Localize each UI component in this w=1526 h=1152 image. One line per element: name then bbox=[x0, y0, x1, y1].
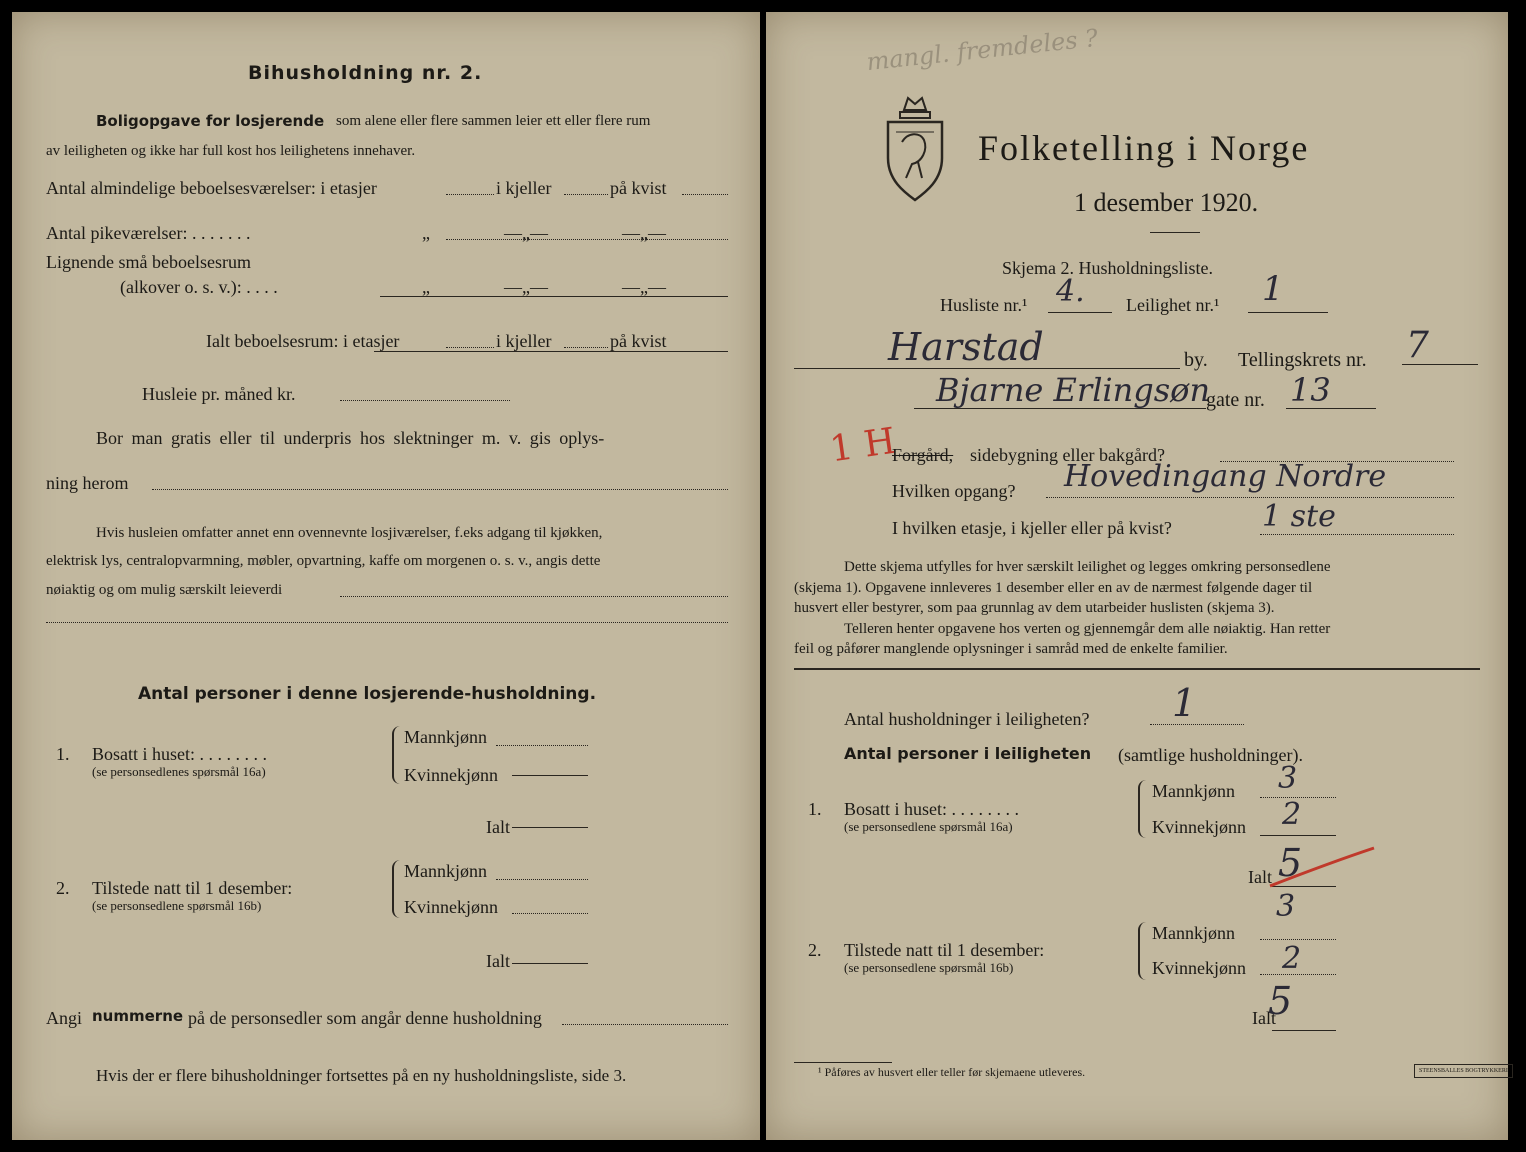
bor-field[interactable] bbox=[152, 489, 728, 490]
r-q2-mann-label: Mannkjønn bbox=[1152, 923, 1235, 943]
ialt-kjeller-field[interactable] bbox=[564, 347, 608, 348]
forgard-strike: Forgård, bbox=[892, 445, 954, 465]
r-q1-kvinne-value: 2 bbox=[1282, 797, 1302, 832]
antal-hush-field[interactable] bbox=[1150, 724, 1244, 725]
q1-num: 1. bbox=[56, 744, 70, 764]
q2-kvinne-field[interactable] bbox=[512, 913, 588, 914]
r-q1-num: 1. bbox=[808, 799, 822, 819]
instr-4: Telleren henter opgavene hos verten og gjennemgår dem alle nøiaktig. Han retter bbox=[844, 621, 1331, 637]
antal-pers-rest: (samtlige husholdninger). bbox=[1118, 745, 1303, 765]
q2-ialt-field[interactable] bbox=[512, 963, 588, 964]
r-q1-kvinne-label: Kvinnekjønn bbox=[1152, 817, 1246, 837]
printer-stamp: STEENSBALLES BOGTRYKKERI bbox=[1414, 1064, 1513, 1078]
tellingskrets-field[interactable] bbox=[1402, 364, 1478, 365]
row3-field[interactable] bbox=[380, 296, 728, 297]
r-q2-ialt-value: 5 bbox=[1268, 979, 1293, 1023]
row2-ditto-2: —„— bbox=[504, 223, 548, 243]
r-q1-ialt-value: 5 bbox=[1278, 841, 1303, 885]
row3-label-1: Lignende små beboelsesrum bbox=[46, 252, 251, 272]
r-q2-kvinne-value: 2 bbox=[1282, 941, 1302, 976]
q2-mann-field[interactable] bbox=[496, 879, 588, 880]
leilighet-label: Leilighet nr.¹ bbox=[1126, 295, 1220, 315]
q2-kvinne-label: Kvinnekjønn bbox=[404, 897, 498, 917]
antal-pers-bold: Antal personer i leiligheten bbox=[844, 744, 1092, 763]
city-field[interactable] bbox=[794, 368, 1180, 369]
r-q2-num: 2. bbox=[808, 940, 822, 960]
r-q2-mann-field[interactable] bbox=[1260, 939, 1336, 940]
intro-text-2: av leiligheten og ikke har full kost hos leilighetens innehaver. bbox=[46, 143, 416, 159]
coat-of-arms-icon bbox=[882, 92, 948, 202]
r-q2-sub: (se personsedlene spørsmål 16b) bbox=[844, 960, 1014, 975]
row3-ditto-2: —„— bbox=[504, 277, 548, 297]
row3-label-2: (alkover o. s. v.): . . . . bbox=[120, 277, 278, 297]
q2-ialt-label: Ialt bbox=[486, 951, 510, 971]
r-q1-label: Bosatt i huset: . . . . . . . . bbox=[844, 799, 1019, 819]
hvis-text-1: Hvis husleien omfatter annet enn ovennevnte losjiværelser, f.eks adgang til kjøkken, bbox=[96, 525, 603, 541]
right-title: Folketelling i Norge bbox=[978, 128, 1310, 168]
instr-1: Dette skjema utfylles for hver særskilt leilighet og legges omkring personsedlene bbox=[844, 559, 1331, 575]
husliste-value: 4. bbox=[1056, 274, 1085, 309]
ialt-underline bbox=[374, 351, 728, 352]
husleie-field[interactable] bbox=[340, 400, 510, 401]
ialt-kjeller: i kjeller bbox=[496, 331, 552, 351]
right-date: 1 desember 1920. bbox=[1074, 188, 1259, 217]
forgard-rest: sidebygning eller bakgård? bbox=[970, 445, 1165, 465]
intro-bold: Boligopgave for losjerende bbox=[96, 112, 325, 130]
instr-rule bbox=[794, 668, 1480, 670]
r-q2-label: Tilstede natt til 1 desember: bbox=[844, 940, 1045, 960]
instr-3: husvert eller bestyrer, som paa grunnlag av dem utarbeider huslisten (skjema 3). bbox=[794, 600, 1275, 616]
r-q1-mann-value: 3 bbox=[1278, 761, 1298, 796]
skjema-label: Skjema 2. Husholdningsliste. bbox=[1002, 258, 1213, 278]
row1-etasjer-field[interactable] bbox=[446, 194, 494, 195]
q2-mann-label: Mannkjønn bbox=[404, 861, 487, 881]
footnote: ¹ Påføres av husvert eller teller før skjemaene utleveres. bbox=[818, 1065, 1086, 1079]
row1-label: Antal almindelige beboelsesværelser: i etasjer bbox=[46, 178, 377, 198]
opgang-label: Hvilken opgang? bbox=[892, 481, 1016, 501]
street-field[interactable] bbox=[914, 408, 1206, 409]
bor-text-1: Bor man gratis eller til underpris hos slektninger m. v. gis oplys- bbox=[96, 428, 605, 448]
r-q2-brace bbox=[1138, 922, 1146, 980]
instr-2: (skjema 1). Opgavene innleveres 1 desember eller en av de nærmest følgende dager til bbox=[794, 580, 1313, 596]
r-q1-sub: (se personsedlene spørsmål 16a) bbox=[844, 819, 1013, 834]
r-q1-kvinne-field[interactable] bbox=[1260, 835, 1336, 836]
footnote-rule bbox=[794, 1062, 892, 1063]
q1-ialt-field[interactable] bbox=[512, 827, 588, 828]
row1-kvist: på kvist bbox=[610, 178, 667, 198]
by-label: by. bbox=[1184, 349, 1208, 371]
left-footer: Hvis der er flere bihusholdninger fortsettes på en ny husholdningsliste, side 3. bbox=[96, 1066, 627, 1085]
ialt-row-label: Ialt beboelsesrum: i etasjer bbox=[206, 331, 400, 351]
row2-field[interactable] bbox=[446, 239, 728, 240]
bor-text-2: ning herom bbox=[46, 473, 129, 493]
street-value: Bjarne Erlingsøn bbox=[936, 371, 1211, 409]
q2-sub: (se personsedlene spørsmål 16b) bbox=[92, 898, 262, 913]
etasje-field[interactable] bbox=[1260, 534, 1454, 535]
row1-kjeller: i kjeller bbox=[496, 178, 552, 198]
title-rule bbox=[1150, 232, 1200, 233]
row2-ditto: „ bbox=[422, 223, 430, 243]
q2-label: Tilstede natt til 1 desember: bbox=[92, 878, 293, 898]
tellingskrets-label: Tellingskrets nr. bbox=[1238, 349, 1367, 371]
antal-hush-label: Antal husholdninger i leiligheten? bbox=[844, 709, 1090, 729]
q2-num: 2. bbox=[56, 878, 70, 898]
top-scribble: mangl. fremdeles ? bbox=[865, 23, 1100, 77]
antal-heading: Antal personer i denne losjerende-husholdning. bbox=[138, 684, 597, 704]
angi-bold: nummerne bbox=[92, 1007, 184, 1025]
r-q1-brace bbox=[1138, 780, 1146, 838]
etasje-label: I hvilken etasje, i kjeller eller på kvist? bbox=[892, 518, 1172, 538]
r-q2-ialt-field[interactable] bbox=[1272, 1030, 1336, 1031]
row3-ditto-3: —„— bbox=[622, 277, 666, 297]
row2-label: Antal pikeværelser: . . . . . . . bbox=[46, 223, 251, 243]
city-value: Harstad bbox=[888, 325, 1044, 369]
leieverdi-field-2[interactable] bbox=[46, 622, 728, 623]
leilighet-value: 1 bbox=[1262, 269, 1284, 309]
antal-hush-value: 1 bbox=[1172, 681, 1197, 725]
q1-sub: (se personsedlenes spørsmål 16a) bbox=[92, 764, 266, 779]
etasje-value: 1 ste bbox=[1262, 499, 1336, 534]
hvis-text-2: elektrisk lys, centralopvarmning, møbler, opvartning, kaffe om morgenen o. s. v., angis dette bbox=[46, 553, 601, 569]
tellingskrets-value: 7 bbox=[1406, 325, 1429, 366]
q1-kvinne-field[interactable] bbox=[512, 775, 588, 776]
instr-5: feil og påfører manglende oplysninger i samråd med de enkelte familier. bbox=[794, 641, 1228, 657]
husleie-label: Husleie pr. måned kr. bbox=[142, 384, 296, 404]
row2-ditto-3: —„— bbox=[622, 223, 666, 243]
r-q2-mann-value: 3 bbox=[1276, 889, 1296, 924]
q1-kvinne-label: Kvinnekjønn bbox=[404, 765, 498, 785]
q1-mann-label: Mannkjønn bbox=[404, 727, 487, 747]
q2-brace bbox=[392, 860, 400, 918]
gate-field[interactable] bbox=[1286, 408, 1376, 409]
intro-text-1: som alene eller flere sammen leier ett eller flere rum bbox=[336, 113, 651, 129]
ialt-kvist: på kvist bbox=[610, 331, 667, 351]
hvis-text-3: nøiaktig og om mulig særskilt leieverdi bbox=[46, 582, 283, 598]
r-q2-ialt-label: Ialt bbox=[1252, 1008, 1276, 1028]
q1-label: Bosatt i huset: . . . . . . . . bbox=[92, 744, 267, 764]
gate-label: gate nr. bbox=[1206, 389, 1265, 411]
husliste-field[interactable] bbox=[1048, 312, 1112, 313]
leieverdi-field[interactable] bbox=[340, 596, 728, 597]
left-page bbox=[12, 12, 760, 1140]
row1-kvist-field[interactable] bbox=[682, 194, 728, 195]
angi-text-2: på de personsedler som angår denne husholdning bbox=[188, 1008, 542, 1028]
ialt-etasjer-field[interactable] bbox=[446, 347, 494, 348]
r-q1-ialt-label: Ialt bbox=[1248, 867, 1272, 887]
r-q2-kvinne-label: Kvinnekjønn bbox=[1152, 958, 1246, 978]
q1-brace bbox=[392, 726, 400, 784]
opgang-field[interactable] bbox=[1046, 497, 1454, 498]
q1-ialt-label: Ialt bbox=[486, 817, 510, 837]
left-title: Bihusholdning nr. 2. bbox=[248, 62, 483, 84]
r-q2-kvinne-field[interactable] bbox=[1260, 974, 1336, 975]
husliste-label: Husliste nr.¹ bbox=[940, 295, 1028, 315]
row3-ditto: „ bbox=[422, 277, 430, 297]
leilighet-field[interactable] bbox=[1248, 312, 1328, 313]
right-page bbox=[766, 12, 1508, 1140]
gate-value: 13 bbox=[1290, 371, 1331, 409]
red-mark: 1 H bbox=[827, 420, 899, 471]
r-q1-mann-label: Mannkjønn bbox=[1152, 781, 1235, 801]
row1-kjeller-field[interactable] bbox=[564, 194, 608, 195]
angi-text-1: Angi bbox=[46, 1008, 82, 1028]
angi-field[interactable] bbox=[562, 1024, 728, 1025]
red-strike-icon bbox=[1266, 842, 1378, 892]
q1-mann-field[interactable] bbox=[496, 745, 588, 746]
opgang-value: Hovedingang Nordre bbox=[1064, 459, 1387, 494]
